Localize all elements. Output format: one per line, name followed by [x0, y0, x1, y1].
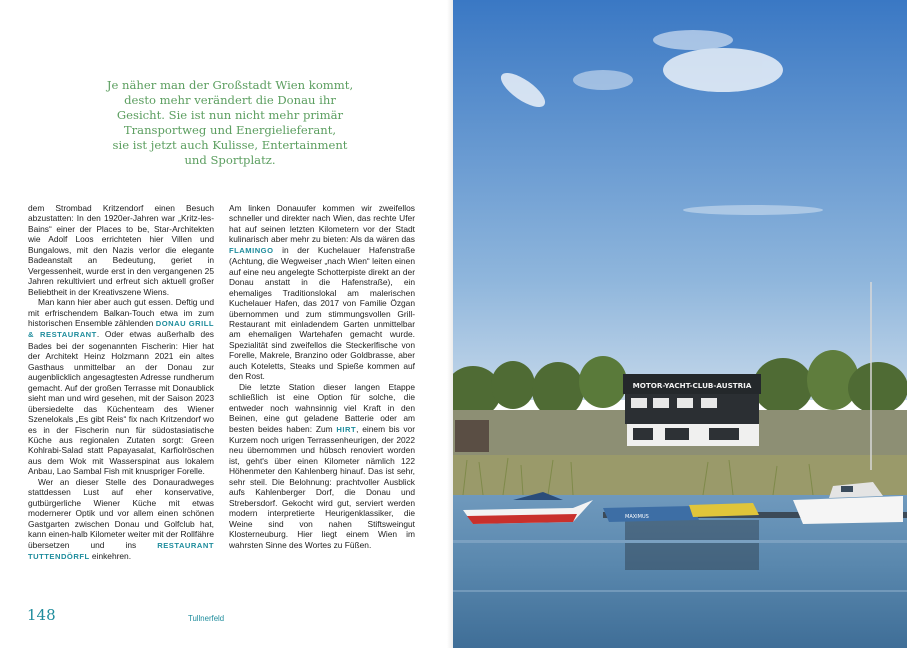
pull-quote-line: Je näher man der Großstadt Wien kommt, [106, 78, 354, 92]
paragraph-text: Wer an dieser Stelle des Donauradweges stattdessen Lust auf eher konservative, gutbürgerliche Wiener Küche mit etwas modernerer Optik und vor allem einen schönen Gastgarten zwischen Donau und Golfclub hat, kann einen-halb Kilometer weiter mit der Rollfähre übersetzen und ins [28, 476, 214, 550]
pull-quote-line: und Sportplatz. [184, 153, 276, 167]
paragraph [28, 203, 214, 297]
running-footer: Tullnerfeld [188, 614, 225, 623]
paragraph-text: . Oder etwas außerhalb des Bades bei der sogenannten Fischerin: Hier hat der Architekt Heinz Holzmann 2021 ein altes Gasthaus unmittelbar an der Donau zur augenblicklich angesagtesten Adresse rundherum gemacht. Auf der großen Terrasse mit Donaublick sieht man und wird gesehen, mit der Saison 2023 übersiedelte das Küchenteam des Wiener Szenelokals „Es gibt Reis“ fix nach Kritzendorf wo es in der Fischerin nun für südostasiatische Küche aus regionalen Zutaten sorgt: Green Kohlrabi-Salad statt Papayasalat, Karfiolröschen aus dem Wok mit Wasserspinat aus lokalem Anbau, Lao Sambal Fish mit knuspriger Forelle. [28, 329, 214, 477]
pull-quote-line: Transportweg und Energielieferant, [123, 123, 337, 137]
venue-name-flamingo: FLAMINGO [229, 245, 274, 255]
pull-quote-line: Gesicht. Sie ist nun nicht mehr primär [116, 108, 344, 122]
photo-illustration [453, 0, 907, 648]
paragraph-text: , einem bis vor Kurzem noch urigen Terrassenheurigen, der 2022 neu übernommen und hübsch renoviert worden ist, geht's über einen Kilometer nämlich 122 Höhenmeter den Kahlenberg hinauf. Das ist sehr, sehr steil. Die Belohnung: prachtvoller Ausblick aufs Kahlenberger Dorf, die Donau und Strebersdorf. Gekocht wird gut, serviert werden modern interpretierte Heurigenklassiker, die Weine sind von nahen Stiftsweingut Klosterneuburg. Hier liegt einem Wien im wahrsten Sinne des Wortes zu Füßen. [229, 423, 416, 550]
paragraph [229, 203, 415, 382]
left-page [0, 0, 453, 648]
pull-quote [60, 78, 400, 168]
photo-marina-clubhouse [453, 0, 907, 648]
page-number: 148 [27, 606, 56, 624]
clubhouse-sign: MOTOR-YACHT-CLUB-AUSTRIA [632, 381, 752, 390]
text-column-right [229, 203, 415, 550]
paragraph-text: in der Kuchelauer Hafenstraße (Achtung, die Wegweiser „nach Wien“ leiten einen auf eine neu angelegte Schotterpiste direkt an der Donau anstatt in die Hafenstraße), ein ehemaliges Traditionslokal am malerischen Kuchelauer Hafen, das 2017 von Familie Özgan übernommen und zum stimmungsvollen Grill-Restaurant mit einladendem Garten unmittelbar am ehemaligen Wartehafen gemacht wurde. Spezialität sind zweifellos die Steckerlfische von Forelle, Makrele, Branzino oder Goldbrasse, aber auch Koteletts, Steaks und Spieße kommen auf den Rost. [229, 244, 415, 382]
paragraph-text: Man kann hier aber auch gut essen. Deftig und mit erfrischendem Balkan-Touch etwa im zum historischen Ensemble zählenden [28, 297, 214, 328]
venue-name-tuttendoerfl: RESTAURANT TUTTENDÖRFL [28, 540, 214, 561]
pull-quote-line: sie ist jetzt auch Kulisse, Entertainment [112, 138, 348, 152]
paragraph [28, 297, 214, 477]
paragraph-text: dem Strombad Kritzendorf einen Besuch abzustatten: In den 1920er-Jahren war „Kritz-les-Bains“ einer der Places to be, Star-Architekten wie Adolf Loos errichteten hier Villen und Bungalows, mit den Nazis verlor die elegante Badeanstalt an Bedeutung, geriet in Vergessenheit, wurde erst in den vergangenen 25 Jahren rekultiviert und erfreut sich aktuell großer Beliebtheit in der Kreativszene Wiens. [28, 203, 214, 297]
paragraph [229, 382, 415, 550]
paragraph-text: einkehren. [89, 550, 132, 561]
venue-name-hirt: HIRT [336, 424, 357, 434]
clubhouse [623, 374, 761, 446]
paragraph-text: Die letzte Station dieser langen Etappe schließlich ist eine Option für solche, die entweder noch wahnsinnig viel Kraft in den Beinen, eine gut geladene Batterie oder am besten beides haben: Zum [229, 381, 415, 434]
text-column-left [28, 203, 214, 562]
small-hut [455, 420, 489, 452]
boat-name: MAXIMUS [625, 514, 649, 520]
pull-quote-line: desto mehr verändert die Donau ihr [124, 93, 336, 107]
venue-name-donau-grill: DONAU GRILL & RESTAURANT [28, 318, 214, 340]
paragraph-text: Am linken Donauufer kommen wir zweifellos schneller und direkter nach Wien, das rechte Ufer hat auf seinen letzten Kilometern vor der Stadt kulinarisch aber mehr zu bieten: Als da wären das [229, 203, 415, 245]
paragraph [28, 477, 214, 563]
